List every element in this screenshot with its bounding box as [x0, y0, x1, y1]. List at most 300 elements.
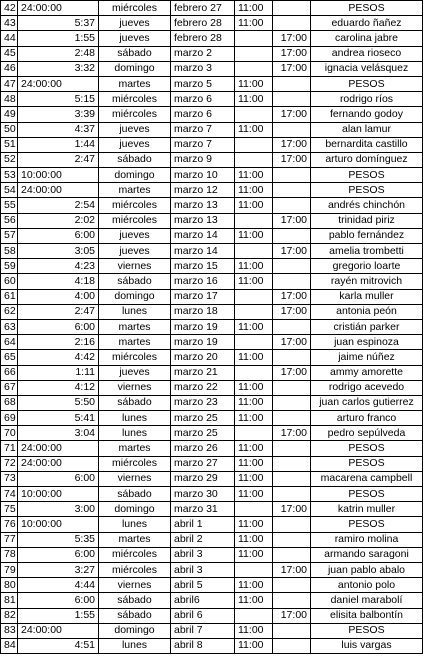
duration-cell: 5:50: [18, 395, 99, 410]
name-cell: PESOS: [311, 168, 423, 183]
weekday-cell: martes: [99, 441, 171, 456]
duration-cell: 10:00:00: [18, 168, 99, 183]
time-17-cell: [273, 16, 311, 31]
time-17-cell: [273, 198, 311, 213]
name-cell: PESOS: [311, 456, 423, 471]
weekday-cell: sábado: [99, 395, 171, 410]
row-number-cell: 83: [1, 623, 18, 638]
name-cell: ignacia velásquez: [311, 61, 423, 76]
time-11-cell: 11:00: [235, 92, 273, 107]
table-row: [1, 16, 423, 31]
table-row: [1, 31, 423, 46]
date-cell: marzo 19: [171, 319, 235, 334]
time-11-cell: 11:00: [235, 1, 273, 16]
time-17-cell: [273, 350, 311, 365]
name-cell: elisita balbontín: [311, 608, 423, 623]
duration-cell: 10:00:00: [18, 487, 99, 502]
weekday-cell: martes: [99, 335, 171, 350]
weekday-cell: miércoles: [99, 350, 171, 365]
time-11-cell: 11:00: [235, 638, 273, 653]
date-cell: marzo 12: [171, 183, 235, 198]
weekday-cell: domingo: [99, 502, 171, 517]
time-17-cell: 17:00: [273, 31, 311, 46]
row-number-cell: 53: [1, 168, 18, 183]
time-11-cell: [235, 46, 273, 61]
time-11-cell: [235, 31, 273, 46]
time-17-cell: [273, 92, 311, 107]
name-cell: PESOS: [311, 517, 423, 532]
date-cell: marzo 17: [171, 289, 235, 304]
time-17-cell: 17:00: [273, 213, 311, 228]
weekday-cell: martes: [99, 76, 171, 91]
duration-cell: 4:12: [18, 380, 99, 395]
table-row: [1, 441, 423, 456]
name-cell: ramiro molina: [311, 532, 423, 547]
duration-cell: 4:44: [18, 578, 99, 593]
weekday-cell: jueves: [99, 365, 171, 380]
time-11-cell: [235, 304, 273, 319]
weekday-cell: lunes: [99, 304, 171, 319]
row-number-cell: 73: [1, 471, 18, 486]
time-17-cell: [273, 168, 311, 183]
date-cell: abril 3: [171, 562, 235, 577]
time-17-cell: [273, 593, 311, 608]
weekday-cell: viernes: [99, 471, 171, 486]
duration-cell: 6:00: [18, 547, 99, 562]
row-number-cell: 84: [1, 638, 18, 653]
row-number-cell: 80: [1, 578, 18, 593]
weekday-cell: miércoles: [99, 198, 171, 213]
row-number-cell: 68: [1, 395, 18, 410]
time-11-cell: 11:00: [235, 183, 273, 198]
time-17-cell: [273, 183, 311, 198]
name-cell: juan carlos gutierrez: [311, 395, 423, 410]
duration-cell: 2:47: [18, 152, 99, 167]
time-17-cell: [273, 380, 311, 395]
duration-cell: 3:39: [18, 107, 99, 122]
row-number-cell: 46: [1, 61, 18, 76]
table-row: [1, 168, 423, 183]
table-row: [1, 426, 423, 441]
time-11-cell: 11:00: [235, 274, 273, 289]
time-11-cell: [235, 61, 273, 76]
name-cell: juan espinoza: [311, 335, 423, 350]
duration-cell: 2:48: [18, 46, 99, 61]
weekday-cell: domingo: [99, 623, 171, 638]
time-17-cell: [273, 547, 311, 562]
time-11-cell: 11:00: [235, 16, 273, 31]
date-cell: abril 2: [171, 532, 235, 547]
weekday-cell: sábado: [99, 608, 171, 623]
weekday-cell: jueves: [99, 122, 171, 137]
date-cell: marzo 16: [171, 274, 235, 289]
weekday-cell: sábado: [99, 487, 171, 502]
date-cell: febrero 28: [171, 16, 235, 31]
name-cell: juan pablo abalo: [311, 562, 423, 577]
date-cell: marzo 19: [171, 335, 235, 350]
time-11-cell: 11:00: [235, 122, 273, 137]
duration-cell: 6:00: [18, 471, 99, 486]
name-cell: armando saragoni: [311, 547, 423, 562]
time-11-cell: 11:00: [235, 623, 273, 638]
duration-cell: 3:04: [18, 426, 99, 441]
time-11-cell: 11:00: [235, 517, 273, 532]
duration-cell: 4:00: [18, 289, 99, 304]
date-cell: marzo 18: [171, 304, 235, 319]
row-number-cell: 42: [1, 1, 18, 16]
name-cell: PESOS: [311, 623, 423, 638]
row-number-cell: 48: [1, 92, 18, 107]
date-cell: marzo 13: [171, 213, 235, 228]
name-cell: rayén mitrovich: [311, 274, 423, 289]
row-number-cell: 49: [1, 107, 18, 122]
weekday-cell: miércoles: [99, 547, 171, 562]
weekday-cell: miércoles: [99, 107, 171, 122]
duration-cell: 4:18: [18, 274, 99, 289]
time-11-cell: 11:00: [235, 593, 273, 608]
duration-cell: 10:00:00: [18, 517, 99, 532]
time-11-cell: 11:00: [235, 441, 273, 456]
duration-cell: 24:00:00: [18, 623, 99, 638]
weekday-cell: jueves: [99, 228, 171, 243]
date-cell: marzo 14: [171, 244, 235, 259]
weekday-cell: jueves: [99, 16, 171, 31]
duration-cell: 3:27: [18, 562, 99, 577]
table-row: [1, 289, 423, 304]
date-cell: abril 7: [171, 623, 235, 638]
name-cell: alan lamur: [311, 122, 423, 137]
weekday-cell: viernes: [99, 578, 171, 593]
row-number-cell: 55: [1, 198, 18, 213]
table-row: [1, 608, 423, 623]
weekday-cell: domingo: [99, 61, 171, 76]
weekday-cell: miércoles: [99, 456, 171, 471]
weekday-cell: viernes: [99, 380, 171, 395]
time-11-cell: 11:00: [235, 259, 273, 274]
name-cell: pablo fernández: [311, 228, 423, 243]
name-cell: PESOS: [311, 1, 423, 16]
date-cell: marzo 7: [171, 122, 235, 137]
date-cell: marzo 20: [171, 350, 235, 365]
row-number-cell: 79: [1, 562, 18, 577]
row-number-cell: 51: [1, 137, 18, 152]
row-number-cell: 44: [1, 31, 18, 46]
name-cell: gregorio loarte: [311, 259, 423, 274]
name-cell: arturo domínguez: [311, 152, 423, 167]
row-number-cell: 67: [1, 380, 18, 395]
table-row: [1, 92, 423, 107]
time-17-cell: 17:00: [273, 335, 311, 350]
duration-cell: 6:00: [18, 593, 99, 608]
date-cell: abril 3: [171, 547, 235, 562]
table-row: [1, 304, 423, 319]
table-row: [1, 395, 423, 410]
row-number-cell: 74: [1, 487, 18, 502]
table-row: [1, 411, 423, 426]
duration-cell: 24:00:00: [18, 76, 99, 91]
time-11-cell: [235, 107, 273, 122]
date-cell: marzo 7: [171, 137, 235, 152]
time-17-cell: 17:00: [273, 107, 311, 122]
table-row: [1, 547, 423, 562]
time-17-cell: [273, 411, 311, 426]
name-cell: daniel marabolí: [311, 593, 423, 608]
time-17-cell: [273, 487, 311, 502]
time-17-cell: [273, 319, 311, 334]
date-cell: marzo 31: [171, 502, 235, 517]
duration-cell: 4:51: [18, 638, 99, 653]
table-row: [1, 213, 423, 228]
row-number-cell: 45: [1, 46, 18, 61]
row-number-cell: 56: [1, 213, 18, 228]
duration-cell: 5:15: [18, 92, 99, 107]
weekday-cell: miércoles: [99, 92, 171, 107]
time-11-cell: 11:00: [235, 532, 273, 547]
row-number-cell: 63: [1, 319, 18, 334]
name-cell: trinidad piriz: [311, 213, 423, 228]
time-17-cell: [273, 395, 311, 410]
table-row: [1, 335, 423, 350]
name-cell: karla muller: [311, 289, 423, 304]
time-11-cell: 11:00: [235, 471, 273, 486]
table-row: [1, 593, 423, 608]
time-11-cell: [235, 502, 273, 517]
time-17-cell: [273, 274, 311, 289]
date-cell: marzo 5: [171, 76, 235, 91]
weekday-cell: lunes: [99, 411, 171, 426]
name-cell: antonio polo: [311, 578, 423, 593]
weekday-cell: sábado: [99, 593, 171, 608]
row-number-cell: 60: [1, 274, 18, 289]
duration-cell: 3:05: [18, 244, 99, 259]
date-cell: marzo 27: [171, 456, 235, 471]
time-11-cell: [235, 335, 273, 350]
row-number-cell: 57: [1, 228, 18, 243]
date-cell: febrero 28: [171, 31, 235, 46]
table-row: [1, 380, 423, 395]
time-11-cell: 11:00: [235, 350, 273, 365]
table-row: [1, 562, 423, 577]
date-cell: abril 1: [171, 517, 235, 532]
duration-cell: 2:54: [18, 198, 99, 213]
duration-cell: 5:41: [18, 411, 99, 426]
table-row: [1, 365, 423, 380]
time-11-cell: 11:00: [235, 198, 273, 213]
date-cell: marzo 15: [171, 259, 235, 274]
table-row: [1, 137, 423, 152]
row-number-cell: 70: [1, 426, 18, 441]
table-row: [1, 319, 423, 334]
date-cell: abril6: [171, 593, 235, 608]
time-17-cell: 17:00: [273, 365, 311, 380]
table-row: [1, 487, 423, 502]
time-17-cell: [273, 638, 311, 653]
time-17-cell: [273, 532, 311, 547]
time-17-cell: 17:00: [273, 46, 311, 61]
duration-cell: 6:00: [18, 228, 99, 243]
time-17-cell: [273, 259, 311, 274]
date-cell: marzo 14: [171, 228, 235, 243]
duration-cell: 5:35: [18, 532, 99, 547]
time-17-cell: 17:00: [273, 426, 311, 441]
table-row: [1, 274, 423, 289]
time-17-cell: 17:00: [273, 61, 311, 76]
time-17-cell: 17:00: [273, 152, 311, 167]
table-row: [1, 456, 423, 471]
date-cell: marzo 25: [171, 411, 235, 426]
name-cell: PESOS: [311, 183, 423, 198]
weekday-cell: lunes: [99, 638, 171, 653]
row-number-cell: 72: [1, 456, 18, 471]
time-11-cell: 11:00: [235, 228, 273, 243]
name-cell: PESOS: [311, 441, 423, 456]
row-number-cell: 81: [1, 593, 18, 608]
date-cell: abril 6: [171, 608, 235, 623]
row-number-cell: 50: [1, 122, 18, 137]
time-17-cell: 17:00: [273, 244, 311, 259]
duration-cell: 4:23: [18, 259, 99, 274]
name-cell: katrin muller: [311, 502, 423, 517]
row-number-cell: 64: [1, 335, 18, 350]
time-11-cell: 11:00: [235, 76, 273, 91]
time-17-cell: 17:00: [273, 502, 311, 517]
date-cell: marzo 30: [171, 487, 235, 502]
table-row: [1, 46, 423, 61]
table-row: [1, 107, 423, 122]
name-cell: pedro sepúlveda: [311, 426, 423, 441]
time-17-cell: 17:00: [273, 608, 311, 623]
date-cell: marzo 29: [171, 471, 235, 486]
weekday-cell: martes: [99, 532, 171, 547]
table-row: [1, 578, 423, 593]
row-number-cell: 82: [1, 608, 18, 623]
duration-cell: 24:00:00: [18, 441, 99, 456]
time-11-cell: [235, 137, 273, 152]
name-cell: andrea rioseco: [311, 46, 423, 61]
duration-cell: 1:44: [18, 137, 99, 152]
table-row: [1, 244, 423, 259]
table-row: [1, 638, 423, 653]
table-row: [1, 623, 423, 638]
name-cell: amelia trombetti: [311, 244, 423, 259]
weekday-cell: jueves: [99, 244, 171, 259]
row-number-cell: 59: [1, 259, 18, 274]
time-11-cell: 11:00: [235, 168, 273, 183]
name-cell: eduardo ñañez: [311, 16, 423, 31]
weekday-cell: jueves: [99, 137, 171, 152]
time-17-cell: [273, 471, 311, 486]
time-17-cell: [273, 517, 311, 532]
name-cell: PESOS: [311, 487, 423, 502]
time-11-cell: [235, 608, 273, 623]
row-number-cell: 75: [1, 502, 18, 517]
time-11-cell: [235, 562, 273, 577]
row-number-cell: 69: [1, 411, 18, 426]
duration-cell: 24:00:00: [18, 183, 99, 198]
duration-cell: 5:37: [18, 16, 99, 31]
duration-cell: 24:00:00: [18, 1, 99, 16]
row-number-cell: 43: [1, 16, 18, 31]
row-number-cell: 62: [1, 304, 18, 319]
name-cell: arturo franco: [311, 411, 423, 426]
table-row: [1, 183, 423, 198]
date-cell: febrero 27: [171, 1, 235, 16]
name-cell: bernardita castillo: [311, 137, 423, 152]
time-17-cell: [273, 122, 311, 137]
duration-cell: 2:02: [18, 213, 99, 228]
table-row: [1, 198, 423, 213]
name-cell: antonia peón: [311, 304, 423, 319]
date-cell: marzo 22: [171, 380, 235, 395]
time-17-cell: 17:00: [273, 562, 311, 577]
row-number-cell: 61: [1, 289, 18, 304]
name-cell: ammy amorette: [311, 365, 423, 380]
time-11-cell: 11:00: [235, 411, 273, 426]
time-11-cell: 11:00: [235, 380, 273, 395]
name-cell: rodrigo ríos: [311, 92, 423, 107]
time-17-cell: [273, 623, 311, 638]
weekday-cell: miércoles: [99, 562, 171, 577]
time-11-cell: 11:00: [235, 456, 273, 471]
row-number-cell: 65: [1, 350, 18, 365]
weekday-cell: viernes: [99, 259, 171, 274]
duration-cell: 24:00:00: [18, 456, 99, 471]
weekday-cell: sábado: [99, 46, 171, 61]
date-cell: marzo 9: [171, 152, 235, 167]
name-cell: carolina jabre: [311, 31, 423, 46]
duration-cell: 1:55: [18, 608, 99, 623]
table-row: [1, 152, 423, 167]
time-11-cell: [235, 213, 273, 228]
name-cell: macarena campbell: [311, 471, 423, 486]
table-row: [1, 259, 423, 274]
time-11-cell: [235, 365, 273, 380]
name-cell: rodrigo acevedo: [311, 380, 423, 395]
time-11-cell: [235, 152, 273, 167]
row-number-cell: 58: [1, 244, 18, 259]
weekday-cell: martes: [99, 319, 171, 334]
date-cell: marzo 13: [171, 198, 235, 213]
date-cell: abril 8: [171, 638, 235, 653]
row-number-cell: 52: [1, 152, 18, 167]
time-11-cell: 11:00: [235, 395, 273, 410]
weekday-cell: domingo: [99, 289, 171, 304]
time-11-cell: 11:00: [235, 319, 273, 334]
date-cell: marzo 6: [171, 92, 235, 107]
duration-cell: 3:00: [18, 502, 99, 517]
time-11-cell: 11:00: [235, 578, 273, 593]
weekday-cell: sábado: [99, 152, 171, 167]
time-17-cell: 17:00: [273, 137, 311, 152]
name-cell: PESOS: [311, 76, 423, 91]
table-row: [1, 228, 423, 243]
table-row: [1, 122, 423, 137]
weekday-cell: sábado: [99, 274, 171, 289]
duration-cell: 2:47: [18, 304, 99, 319]
table-row: [1, 517, 423, 532]
weekday-cell: martes: [99, 183, 171, 198]
table-row: [1, 61, 423, 76]
date-cell: marzo 6: [171, 107, 235, 122]
time-17-cell: [273, 441, 311, 456]
row-number-cell: 47: [1, 76, 18, 91]
duration-cell: 6:00: [18, 319, 99, 334]
time-17-cell: 17:00: [273, 304, 311, 319]
date-cell: abril 5: [171, 578, 235, 593]
table-row: [1, 471, 423, 486]
duration-cell: 1:55: [18, 31, 99, 46]
time-17-cell: [273, 76, 311, 91]
